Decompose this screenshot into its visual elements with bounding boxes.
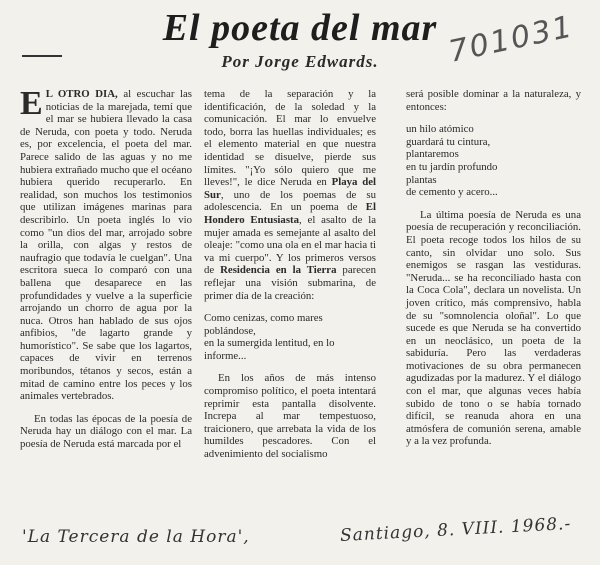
article-title: El poeta del mar (162, 7, 438, 49)
column-3-paragraph-1: será posible dominar a la naturaleza, y entonces: (406, 88, 581, 113)
column-1-paragraph-2: En todas las épocas de la poesía de Neruda hay un diálogo con el mar. La poesía de Neruda está marcada por el (20, 412, 192, 451)
article-column-1 (20, 85, 193, 451)
drop-cap: E (20, 85, 43, 122)
column-2-paragraph-1 (204, 88, 376, 302)
handwritten-place-date: Santiago, 8. VIII. 1968.- (339, 513, 572, 547)
column-2-text-g: parecen reflejar una visión submarina, de primer día de la creación: (204, 264, 376, 302)
archive-stamp: 701031 (445, 9, 577, 70)
column-2-text-e: , el asalto de la mujer amada es semejante al asalto del oleaje: "como una ola en el mar hacia ti va mi cuerpo". Y los primeros versos de (204, 213, 376, 277)
handwritten-source: 'La Tercera de la Hora', (22, 527, 250, 547)
article-byline: Por Jorge Edwards. (221, 52, 379, 71)
column-3-paragraph-2: La última poesía de Neruda es una poesía de recuperación y reconciliación. El poeta recoge todos los hilos de su canto, sin olvidar uno solo. Sus enemigos se rasgan las vestiduras. "Neruda... se ha reconciliado hasta con la Coca Cola", declara un novelista. Un joven crítico, más comprensivo, habla de su "somnolencia oloñal". Lo que sucede es que Neruda se ha convertido en un neoclásico, un poeta de la sabiduría. Pero las verdaderas motivaciones de su obra permanecen agudizadas por la madurez. Y el diálogo con el mar, que algunas veces había subido de tono o se había tornado difícil, se reanuda ahora en una atmósfera de comunión serena, amable y a la vez profunda. (406, 208, 581, 448)
work-title-playa: Playa del Sur (204, 176, 376, 201)
column-2-paragraph-2: En los años de más intenso compromiso político, el poeta intentará reprimir esta pantalla disolvente. Increpa al mar tempestuoso, traicionero, que arrebata la vida de los humildes pescadores. Con el advenimiento del socialismo (204, 372, 376, 461)
article-column-3 (406, 88, 581, 448)
work-title-hondero: El Hondero Entusiasta (204, 201, 376, 226)
article-column-2 (204, 88, 376, 461)
column-3-verse: un hilo atómico guardará tu cintura, plantaremos en tu jardín profundo plantas de cemento y acero... (406, 123, 498, 199)
work-title-residencia: Residencia en la Tierra (220, 264, 337, 277)
column-1-paragraph-1 (20, 85, 193, 403)
lead-words: L OTRO DIA, (45, 88, 118, 100)
column-2-text-a: tema de la separación y la identificación, de la soledad y la comunicación. El mar lo envuelve todo, borra las huellas individuales; es el elemento material en que nuestra identidad se disuelve, pierde sus límites. "¡Yo sólo quiero que me lleves!", le dice Neruda en (204, 88, 376, 189)
column-2-text-c: , uno de los poemas de su adolescencia. En un poema de (204, 188, 376, 214)
column-2-verse: Como cenizas, como mares poblándose, en la sumergida lentitud, en lo informe... (204, 312, 335, 362)
column-1-text-1: al escuchar las noticias de la marejada, temí que el mar se hubiera llevado la casa de Neruda, con poeta y todo. Neruda es, por excelencia, el poeta del mar. Parece salido de las aguas y no me hubiera extrañado mucho que el océano hubiera querido recuperarlo. En realidad, son muchos los testimonios que utilizan imágenes marinas para describirlo. Un poeta inglés lo vio como "un dios del mar, arrojado sobre la orilla, con algas y restos de naufragio que todavía le cuelgan". Una escritora sueca lo comparó con una ballena que desaparece en las profundidades y vuelve a la superficie arrojando un chorro de agua por la nuca. Otros han hablado de sus ojos anfibios, "de lagarto grande y humorístico". Se sabe que los lagartos, capaces de vivir en terrenos moribundos, tétanos y secos, están a mitad de camino entre los peces y los animales vertebrados. (20, 88, 193, 403)
